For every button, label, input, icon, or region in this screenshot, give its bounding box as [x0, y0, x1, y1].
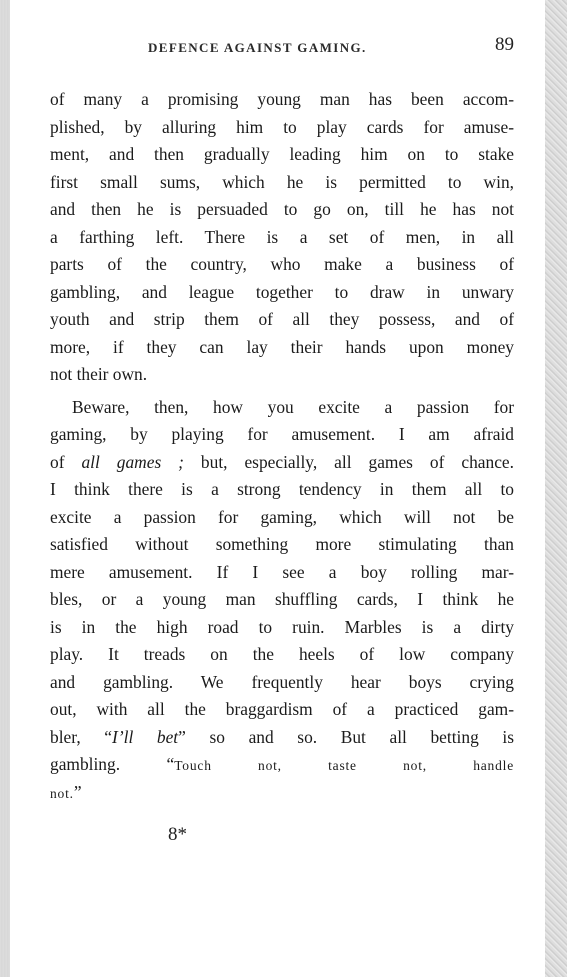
text-line: first small sums, which he is permitted to win,: [50, 171, 514, 192]
text-line: bler, “I’ll bet” so and so. But all betting is: [50, 726, 514, 747]
body-text: [50, 86, 514, 806]
text-line: is in the high road to ruin. Marbles is a dirty: [50, 616, 514, 637]
right-page-edge: [545, 0, 567, 977]
text-line: of all games ; but, especially, all games of chance.: [50, 451, 514, 472]
italic-emphasis: I’ll bet: [112, 726, 179, 747]
page-number: 89: [495, 34, 514, 55]
text-line: bles, or a young man shuffling cards, I think he: [50, 589, 514, 609]
running-title: DEFENCE AGAINST GAMING.: [148, 40, 367, 55]
italic-emphasis: all games ;: [81, 451, 184, 472]
text-line: of many a promising young man has been accom-: [50, 89, 514, 109]
text-line: not their own.: [50, 364, 148, 384]
text-line: youth and strip them of all they possess, and of: [50, 309, 514, 329]
text-line: ment, and then gradually leading him on to stake: [50, 144, 514, 164]
text-line: a farthing left. There is a set of men, in all: [50, 226, 514, 247]
text-line: gambling, and league together to draw in unwary: [50, 281, 514, 302]
left-page-edge: [0, 0, 10, 977]
small-caps-quote: Touch not, taste not, handle: [174, 758, 514, 773]
page-header: [50, 34, 514, 60]
text-line: out, with all the braggardism of a practiced gam-: [50, 699, 514, 719]
text-line: mere amusement. If I see a boy rolling mar-: [50, 561, 514, 582]
text-line: Beware, then, how you excite a passion for: [72, 396, 514, 417]
paragraph: [50, 86, 514, 389]
text-line: not.”: [50, 781, 82, 802]
paragraph: [50, 394, 514, 807]
text-line: satisfied without something more stimulating than: [50, 534, 514, 554]
text-line: more, if they can lay their hands upon money: [50, 336, 514, 357]
text-line: and gambling. We frequently hear boys crying: [50, 671, 514, 692]
text-line: I think there is a strong tendency in them all to: [50, 479, 514, 499]
small-caps-quote: not.: [50, 785, 74, 801]
text-line: parts of the country, who make a business of: [50, 254, 514, 274]
text-line: and then he is persuaded to go on, till he has not: [50, 199, 514, 219]
text-line: gambling. “Touch not, taste not, handle: [50, 754, 514, 774]
text-line: excite a passion for gaming, which will not be: [50, 506, 514, 527]
text-line: gaming, by playing for amusement. I am afraid: [50, 424, 514, 444]
text-line: play. It treads on the heels of low company: [50, 644, 514, 664]
signature-mark: 8*: [168, 824, 187, 845]
text-line: plished, by alluring him to play cards for amuse-: [50, 116, 514, 137]
